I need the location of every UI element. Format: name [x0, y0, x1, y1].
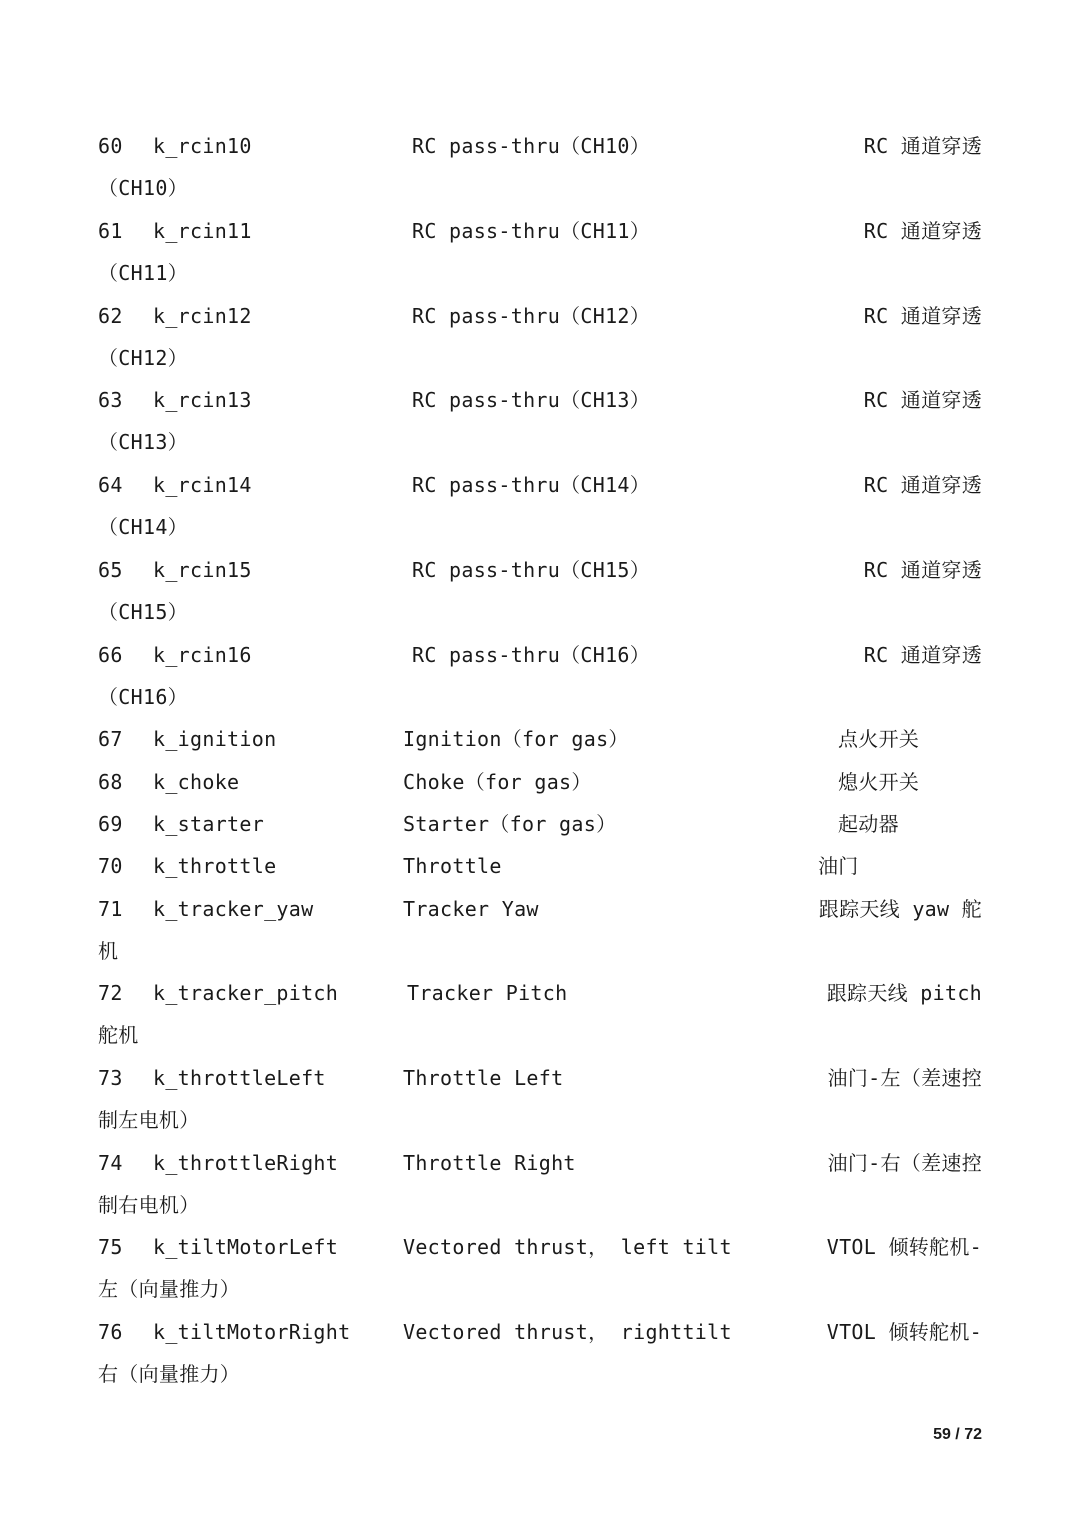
- row-description: Vectored thrust， left tilt: [403, 1235, 732, 1259]
- row-description: RC pass-thru（CH14）: [412, 473, 651, 497]
- row-name: k_rcin10: [153, 134, 252, 158]
- row-chinese: 跟踪天线 pitch: [826, 981, 982, 1005]
- row-chinese: 油门-右（差速控: [827, 1151, 982, 1175]
- row-wrap: 右（向量推力）: [98, 1362, 241, 1386]
- row-chinese: RC 通道穿透: [863, 643, 982, 667]
- row-description: Ignition（for gas）: [403, 727, 629, 751]
- row-number: 68: [98, 770, 123, 794]
- row-number: 71: [98, 897, 123, 921]
- row-name: k_starter: [153, 812, 265, 836]
- row-wrap: （CH16）: [98, 685, 188, 709]
- row-description: Choke（for gas）: [403, 770, 592, 794]
- row-wrap: 制右电机）: [98, 1193, 200, 1217]
- row-wrap: 舵机: [98, 1023, 139, 1047]
- row-description: RC pass-thru（CH15）: [412, 558, 651, 582]
- row-description: RC pass-thru（CH16）: [412, 643, 651, 667]
- row-name: k_throttle: [153, 854, 277, 878]
- page-number: 59 / 72: [933, 1426, 982, 1443]
- row-name: k_choke: [153, 770, 240, 794]
- row-wrap: （CH14）: [98, 515, 188, 539]
- row-chinese: RC 通道穿透: [863, 219, 982, 243]
- row-wrap: （CH13）: [98, 430, 188, 454]
- row-description: RC pass-thru（CH13）: [412, 388, 651, 412]
- row-name: k_tracker_pitch: [153, 981, 339, 1005]
- row-chinese: 熄火开关: [838, 770, 920, 794]
- row-wrap: （CH15）: [98, 600, 188, 624]
- row-number: 64: [98, 473, 123, 497]
- row-name: k_throttleLeft: [153, 1066, 326, 1090]
- row-description: Throttle: [403, 854, 502, 878]
- row-name: k_rcin14: [153, 473, 252, 497]
- row-chinese: 跟踪天线 yaw 舵: [818, 897, 982, 921]
- row-name: k_tiltMotorLeft: [153, 1235, 339, 1259]
- row-number: 60: [98, 134, 123, 158]
- row-number: 72: [98, 981, 123, 1005]
- row-chinese: RC 通道穿透: [863, 558, 982, 582]
- row-name: k_rcin15: [153, 558, 252, 582]
- row-wrap: 左（向量推力）: [98, 1277, 241, 1301]
- row-chinese: 油门-左（差速控: [827, 1066, 982, 1090]
- row-wrap: （CH12）: [98, 346, 188, 370]
- row-chinese: RC 通道穿透: [863, 388, 982, 412]
- row-chinese: VTOL 倾转舵机-: [826, 1235, 982, 1259]
- row-chinese: RC 通道穿透: [863, 473, 982, 497]
- row-name: k_rcin16: [153, 643, 252, 667]
- row-number: 74: [98, 1151, 123, 1175]
- row-number: 66: [98, 643, 123, 667]
- row-number: 63: [98, 388, 123, 412]
- row-description: RC pass-thru（CH10）: [412, 134, 651, 158]
- row-number: 61: [98, 219, 123, 243]
- row-number: 67: [98, 727, 123, 751]
- row-description: Throttle Left: [403, 1066, 564, 1090]
- row-name: k_tracker_yaw: [153, 897, 314, 921]
- row-number: 76: [98, 1320, 123, 1344]
- row-description: Throttle Right: [403, 1151, 576, 1175]
- row-wrap: 制左电机）: [98, 1108, 200, 1132]
- row-wrap: （CH11）: [98, 261, 188, 285]
- row-name: k_throttleRight: [153, 1151, 339, 1175]
- row-description: Vectored thrust， righttilt: [403, 1320, 732, 1344]
- row-description: Tracker Pitch: [407, 981, 568, 1005]
- row-description: Tracker Yaw: [403, 897, 539, 921]
- row-description: RC pass-thru（CH12）: [412, 304, 651, 328]
- row-number: 70: [98, 854, 123, 878]
- row-chinese: VTOL 倾转舵机-: [826, 1320, 982, 1344]
- row-chinese: RC 通道穿透: [863, 304, 982, 328]
- row-chinese: 油门: [818, 854, 859, 878]
- row-wrap: （CH10）: [98, 176, 188, 200]
- row-wrap: 机: [98, 939, 119, 963]
- row-chinese: 点火开关: [838, 727, 920, 751]
- row-name: k_ignition: [153, 727, 277, 751]
- row-number: 75: [98, 1235, 123, 1259]
- row-number: 69: [98, 812, 123, 836]
- row-name: k_tiltMotorRight: [153, 1320, 351, 1344]
- row-name: k_rcin12: [153, 304, 252, 328]
- row-number: 62: [98, 304, 123, 328]
- row-number: 73: [98, 1066, 123, 1090]
- row-chinese: 起动器: [838, 812, 899, 836]
- row-description: Starter（for gas）: [403, 812, 617, 836]
- row-description: RC pass-thru（CH11）: [412, 219, 651, 243]
- row-number: 65: [98, 558, 123, 582]
- row-name: k_rcin11: [153, 219, 252, 243]
- row-chinese: RC 通道穿透: [863, 134, 982, 158]
- row-name: k_rcin13: [153, 388, 252, 412]
